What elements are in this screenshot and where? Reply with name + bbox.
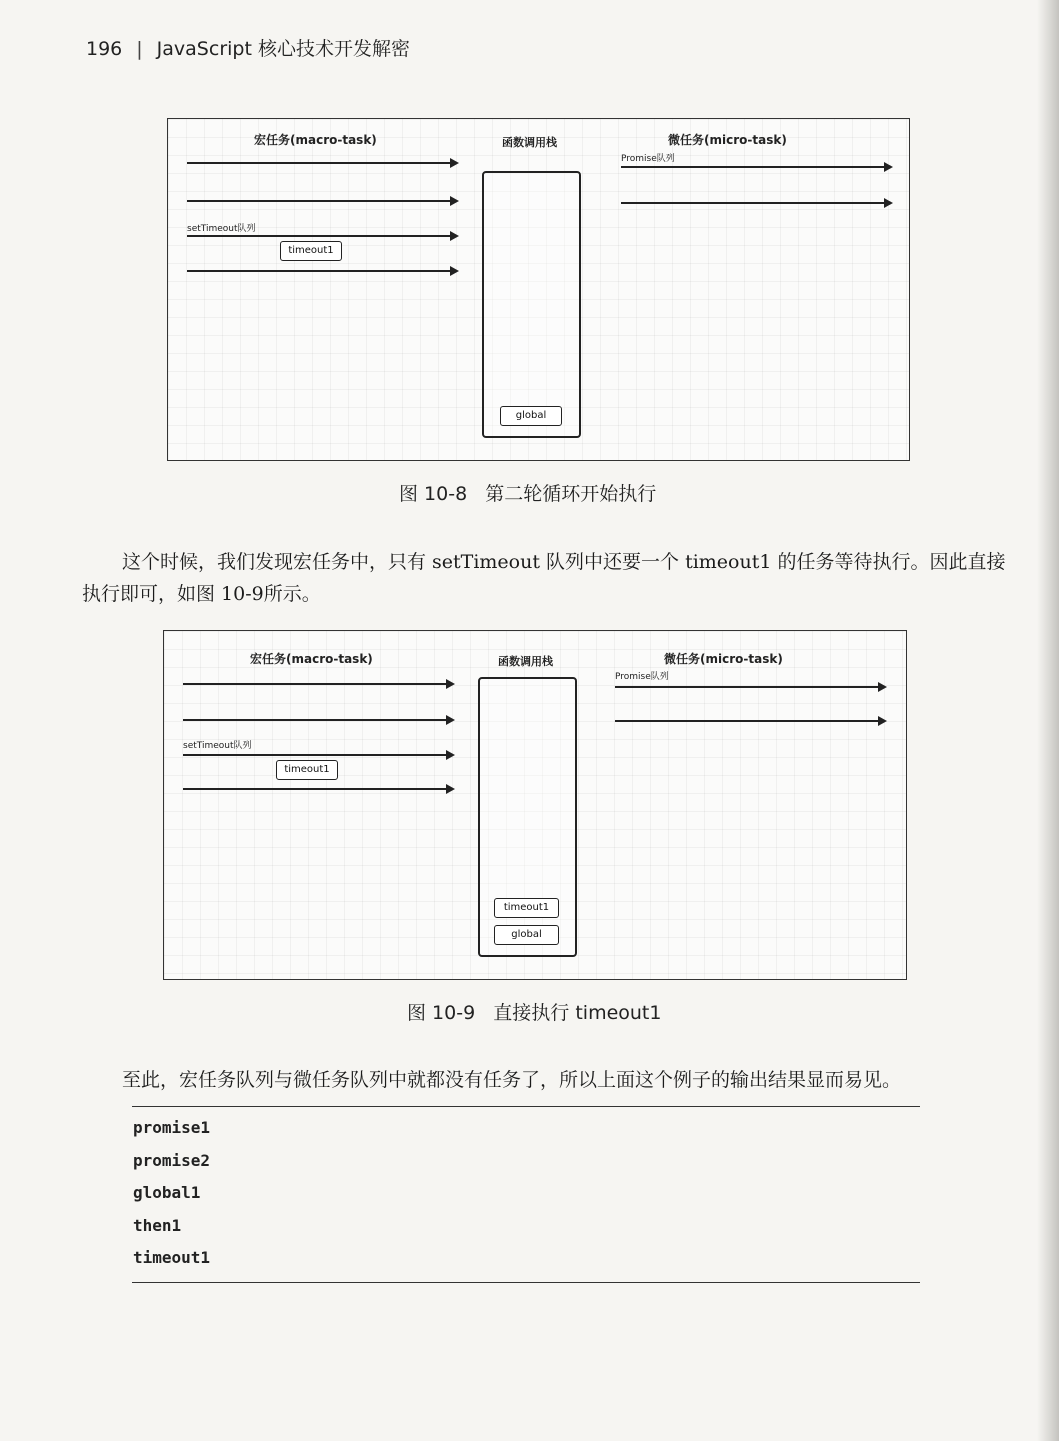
caption-number: 图 10-9 bbox=[407, 1002, 476, 1024]
stack-item-global: global bbox=[500, 406, 562, 426]
running-header bbox=[86, 34, 410, 61]
promise-queue-arrow bbox=[615, 686, 885, 688]
settimeout-queue-arrow bbox=[187, 235, 457, 237]
caption-text: 直接执行 timeout1 bbox=[493, 1002, 662, 1024]
macro-task-title: 宏任务(macro-task) bbox=[250, 652, 373, 666]
macro-task-title: 宏任务(macro-task) bbox=[254, 133, 377, 147]
macro-task-box-timeout1: timeout1 bbox=[280, 241, 342, 261]
figure-10-8-diagram bbox=[167, 118, 910, 461]
settimeout-queue-arrow bbox=[183, 754, 453, 756]
page-edge-shadow bbox=[1037, 0, 1059, 1441]
code-output-line: then1 bbox=[133, 1216, 182, 1235]
book-title: JavaScript 核心技术开发解密 bbox=[156, 38, 410, 60]
stack-item-global: global bbox=[494, 925, 559, 945]
macro-queue-arrow bbox=[187, 162, 457, 164]
macro-queue-arrow bbox=[187, 200, 457, 202]
code-block-top-rule bbox=[132, 1106, 920, 1107]
settimeout-queue-label: setTimeout队列 bbox=[187, 224, 256, 234]
call-stack-title: 函数调用栈 bbox=[498, 655, 553, 668]
call-stack-container bbox=[482, 171, 581, 438]
promise-queue-arrow bbox=[621, 166, 891, 168]
header-separator: | bbox=[136, 38, 143, 60]
micro-queue-arrow bbox=[621, 202, 891, 204]
caption-text: 第二轮循环开始执行 bbox=[485, 483, 657, 505]
figure-10-9-caption bbox=[407, 998, 661, 1025]
settimeout-queue-label: setTimeout队列 bbox=[183, 741, 252, 751]
code-output-line: promise2 bbox=[133, 1151, 211, 1170]
promise-queue-label: Promise队列 bbox=[615, 672, 669, 682]
promise-queue-label: Promise队列 bbox=[621, 154, 675, 164]
micro-task-title: 微任务(micro-task) bbox=[668, 133, 787, 147]
body-paragraph-1: 这个时候，我们发现宏任务中，只有 setTimeout 队列中还要一个 timeout1 的任务等待执行。因此直接执行即可，如图 10-9所示。 bbox=[82, 551, 1006, 605]
code-block-bottom-rule bbox=[132, 1282, 920, 1283]
code-output-line: timeout1 bbox=[133, 1248, 211, 1267]
macro-task-box-timeout1: timeout1 bbox=[276, 760, 338, 780]
code-output-line: promise1 bbox=[133, 1118, 211, 1137]
macro-queue-arrow bbox=[183, 683, 453, 685]
code-output-line: global1 bbox=[133, 1183, 201, 1202]
caption-number: 图 10-8 bbox=[399, 483, 468, 505]
stack-item-timeout1: timeout1 bbox=[494, 898, 559, 918]
page-number: 196 bbox=[86, 38, 123, 60]
body-paragraph-2: 至此，宏任务队列与微任务队列中就都没有任务了，所以上面这个例子的输出结果显而易见。 bbox=[122, 1069, 902, 1091]
macro-queue-arrow bbox=[183, 788, 453, 790]
figure-10-8-caption bbox=[399, 479, 656, 506]
macro-queue-arrow bbox=[183, 719, 453, 721]
micro-queue-arrow bbox=[615, 720, 885, 722]
micro-task-title: 微任务(micro-task) bbox=[664, 652, 783, 666]
figure-10-9-diagram bbox=[163, 630, 907, 980]
macro-queue-arrow bbox=[187, 270, 457, 272]
call-stack-title: 函数调用栈 bbox=[502, 136, 557, 149]
call-stack-container bbox=[478, 677, 577, 957]
